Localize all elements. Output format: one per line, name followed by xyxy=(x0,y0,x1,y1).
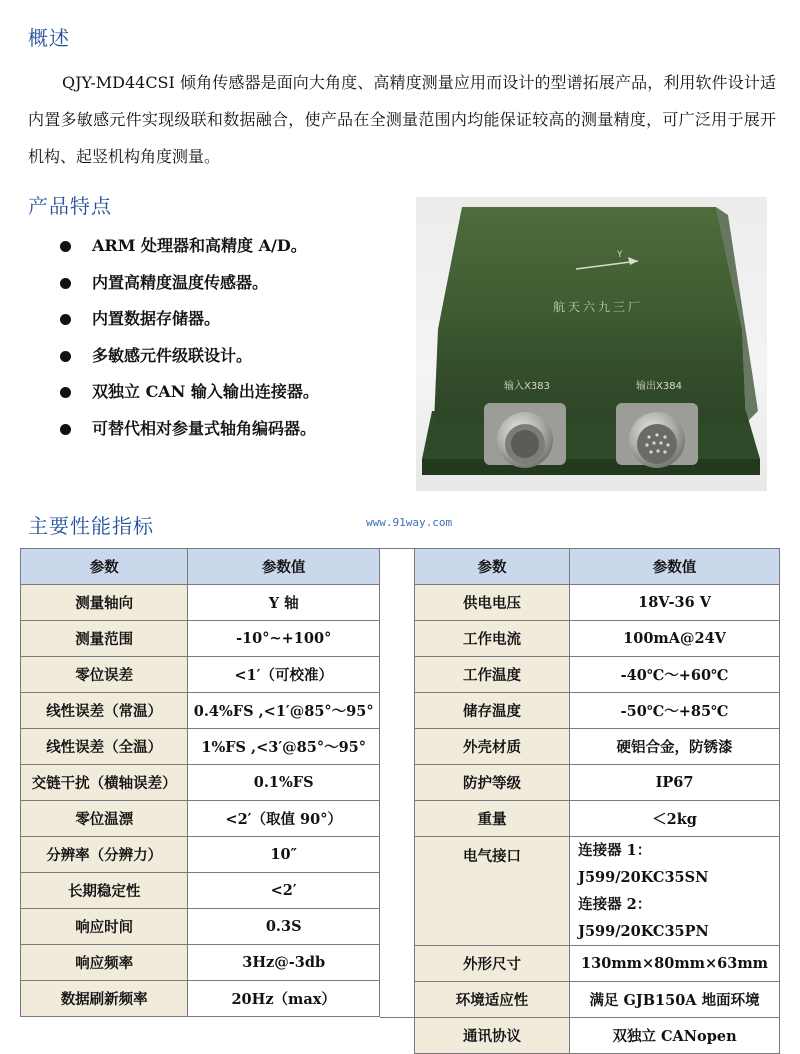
table-row xyxy=(21,801,380,837)
column-header: 参数值 xyxy=(188,549,380,585)
spec-table-left xyxy=(20,548,380,1017)
bullet-icon xyxy=(60,278,71,289)
param-name: 外壳材质 xyxy=(415,729,570,765)
table-row xyxy=(415,693,780,729)
param-value: 0.3S xyxy=(188,909,380,945)
param-name: 工作电流 xyxy=(415,621,570,657)
output-connector xyxy=(616,403,698,468)
param-name: 数据刷新频率 xyxy=(21,981,188,1017)
product-photo xyxy=(416,197,767,491)
param-name: 测量轴向 xyxy=(21,585,188,621)
table-row xyxy=(415,621,780,657)
param-value: IP67 xyxy=(570,765,780,801)
param-name: 响应频率 xyxy=(21,945,188,981)
feature-list xyxy=(60,234,319,453)
feature-item: ARM 处理器和高精度 A/D。 xyxy=(60,234,319,271)
param-name: 防护等级 xyxy=(415,765,570,801)
connector-2-value: 连接器 2：J599/20KC35PN xyxy=(578,896,709,940)
column-header: 参数 xyxy=(415,549,570,585)
input-label: 输入X383 xyxy=(504,381,550,392)
table-row xyxy=(21,621,380,657)
feature-item: 多敏感元件级联设计。 xyxy=(60,344,319,381)
param-value: <2′ xyxy=(188,873,380,909)
param-name: 供电电压 xyxy=(415,585,570,621)
table-row xyxy=(21,909,380,945)
sensor-illustration xyxy=(416,197,767,491)
feature-item: 双独立 CAN 输入输出连接器。 xyxy=(60,380,319,417)
param-value: 3Hz@-3db xyxy=(188,945,380,981)
param-name: 零位温漂 xyxy=(21,801,188,837)
param-name: 环境适应性 xyxy=(415,982,570,1018)
features-heading: 产品特点 xyxy=(28,194,112,218)
param-value: 18V-36 V xyxy=(570,585,780,621)
param-name: 分辨率（分辨力） xyxy=(21,837,188,873)
table-row xyxy=(21,945,380,981)
bullet-icon xyxy=(60,314,71,325)
param-name: 通讯协议 xyxy=(415,1018,570,1054)
param-value: Y 轴 xyxy=(188,585,380,621)
column-header: 参数值 xyxy=(570,549,780,585)
param-value: -40℃～+60℃ xyxy=(570,657,780,693)
connector-1-value: 连接器 1：J599/20KC35SN xyxy=(578,842,709,886)
param-name: 线性误差（全温） xyxy=(21,729,188,765)
param-value: -50℃～+85℃ xyxy=(570,693,780,729)
table-header-row xyxy=(415,549,780,585)
param-value: 100mA@24V xyxy=(570,621,780,657)
bullet-icon xyxy=(60,387,71,398)
table-row xyxy=(415,946,780,982)
table-row xyxy=(415,765,780,801)
table-row xyxy=(415,801,780,837)
param-value: 1%FS ,<3′@85°～95° xyxy=(188,729,380,765)
feature-item: 可替代相对参量式轴角编码器。 xyxy=(60,417,319,454)
table-row xyxy=(21,873,380,909)
table-row xyxy=(21,981,380,1017)
param-value: ＜2kg xyxy=(570,801,780,837)
specs-heading: 主要性能指标 xyxy=(28,514,154,538)
bullet-icon xyxy=(60,241,71,252)
table-row xyxy=(21,585,380,621)
param-value: 10″ xyxy=(188,837,380,873)
overview-paragraph: QJY-MD44CSI 倾角传感器是面向大角度、高精度测量应用而设计的型谱拓展产品，利用软件设计适内置多敏感元件实现级联和数据融合，使产品在全测量范围内均能保证较高的测量精度，可广泛用于展开机构、起竖机构角度测量。 xyxy=(28,73,776,166)
table-row xyxy=(415,585,780,621)
bullet-icon xyxy=(60,351,71,362)
param-name: 线性误差（常温） xyxy=(21,693,188,729)
param-name: 测量范围 xyxy=(21,621,188,657)
column-header: 参数 xyxy=(21,549,188,585)
param-name: 储存温度 xyxy=(415,693,570,729)
watermark: www.91way.com xyxy=(366,516,453,529)
param-value: <2′（取值 90°） xyxy=(188,801,380,837)
overview-heading: 概述 xyxy=(28,26,70,50)
spec-table-right xyxy=(414,548,780,1054)
param-value: -10°~+100° xyxy=(188,621,380,657)
table-row xyxy=(21,765,380,801)
table-row xyxy=(415,982,780,1018)
param-value: 0.4%FS ,<1′@85°～95° xyxy=(188,693,380,729)
param-value xyxy=(570,837,780,946)
param-name: 外形尺寸 xyxy=(415,946,570,982)
table-row xyxy=(21,837,380,873)
table-row xyxy=(21,657,380,693)
param-name: 电气接口 xyxy=(415,837,570,946)
param-name: 零位误差 xyxy=(21,657,188,693)
param-name: 响应时间 xyxy=(21,909,188,945)
param-name: 交链干扰（横轴误差） xyxy=(21,765,188,801)
table-row xyxy=(415,1018,780,1054)
table-row xyxy=(415,729,780,765)
param-value: <1′（可校准） xyxy=(188,657,380,693)
bullet-icon xyxy=(60,424,71,435)
param-value: 满足 GJB150A 地面环境 xyxy=(570,982,780,1018)
param-value: 20Hz（max） xyxy=(188,981,380,1017)
manufacturer-label: 航天六九三厂 xyxy=(553,300,644,314)
param-value: 硬铝合金，防锈漆 xyxy=(570,729,780,765)
table-row xyxy=(21,729,380,765)
table-row xyxy=(415,657,780,693)
param-value: 130mm×80mm×63mm xyxy=(570,946,780,982)
axis-mark: Y xyxy=(617,250,623,260)
param-name: 长期稳定性 xyxy=(21,873,188,909)
param-value: 双独立 CANopen xyxy=(570,1018,780,1054)
table-row xyxy=(21,693,380,729)
param-value: 0.1%FS xyxy=(188,765,380,801)
param-name: 工作温度 xyxy=(415,657,570,693)
input-connector xyxy=(484,403,566,468)
param-name: 重量 xyxy=(415,801,570,837)
table-divider xyxy=(380,548,414,1018)
output-label: 输出X384 xyxy=(636,381,682,392)
feature-item: 内置高精度温度传感器。 xyxy=(60,271,319,308)
feature-item: 内置数据存储器。 xyxy=(60,307,319,344)
table-header-row xyxy=(21,549,380,585)
